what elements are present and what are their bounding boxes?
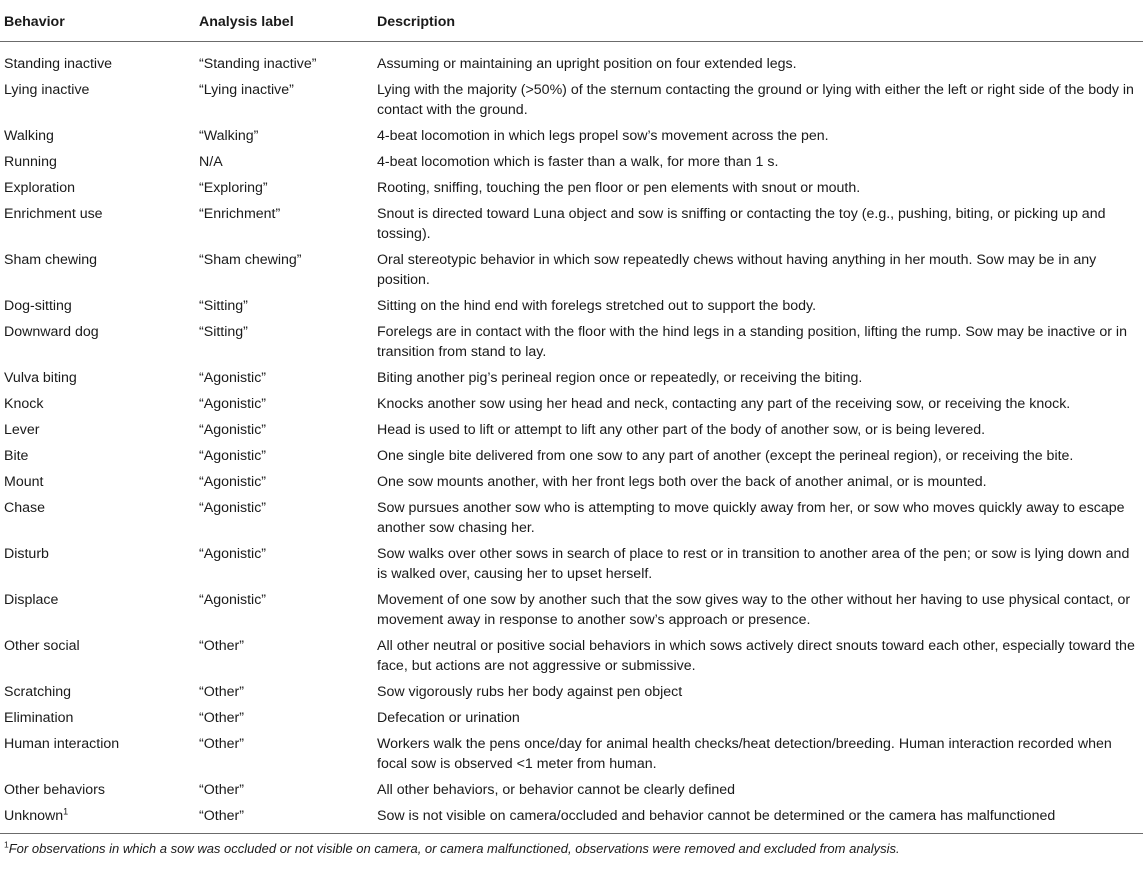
description-cell: Rooting, sniffing, touching the pen floor or pen elements with snout or mouth. <box>377 180 861 196</box>
table-row <box>0 633 1143 679</box>
analysis-label-cell: “Sham chewing” <box>199 252 302 268</box>
behavior-cell <box>0 201 195 247</box>
analysis-label-cell: “Walking” <box>199 128 259 144</box>
analysis-label-cell: “Sitting” <box>199 298 248 314</box>
behavior-cell <box>0 175 195 201</box>
behavior-name: Exploration <box>4 180 75 196</box>
analysis-label-cell: “Lying inactive” <box>199 82 294 98</box>
behavior-cell <box>0 541 195 587</box>
header-row <box>0 6 1143 42</box>
behavior-name: Elimination <box>4 710 74 726</box>
table-row <box>0 201 1143 247</box>
analysis-label-cell: “Other” <box>199 736 244 752</box>
behavior-cell <box>0 803 195 834</box>
behavior-cell <box>0 705 195 731</box>
table-row <box>0 365 1143 391</box>
table-row <box>0 247 1143 293</box>
description-cell: Sow vigorously rubs her body against pen object <box>377 684 683 700</box>
behavior-cell <box>0 391 195 417</box>
description-cell: Knocks another sow using her head and neck, contacting any part of the receiving sow, or receiving the knock. <box>377 396 1071 412</box>
analysis-label-cell: “Other” <box>199 782 244 798</box>
behavior-cell <box>0 42 195 78</box>
behavior-name: Standing inactive <box>4 56 113 72</box>
table-row <box>0 319 1143 365</box>
description-cell: All other behaviors, or behavior cannot be clearly defined <box>377 782 736 798</box>
analysis-label-cell: “Agonistic” <box>199 422 267 438</box>
table-row <box>0 731 1143 777</box>
description-cell: Lying with the majority (>50%) of the sternum contacting the ground or lying with either the left or right side of the body in contact with the ground. <box>377 82 1134 118</box>
analysis-label-cell: “Enrichment” <box>199 206 281 222</box>
table-row <box>0 42 1143 78</box>
table-row <box>0 123 1143 149</box>
behavior-cell <box>0 679 195 705</box>
table-body <box>0 42 1143 834</box>
table-row <box>0 391 1143 417</box>
behavior-name: Vulva biting <box>4 370 77 386</box>
description-cell: Movement of one sow by another such that the sow gives way to the other without her having to use physical contact, or movement away in response to another sow’s approach or presence. <box>377 592 1131 628</box>
behavior-name: Dog-sitting <box>4 298 72 314</box>
analysis-label-cell: “Exploring” <box>199 180 268 196</box>
behavior-name: Mount <box>4 474 44 490</box>
behavior-name: Lying inactive <box>4 82 90 98</box>
behavior-name: Running <box>4 154 57 170</box>
table-row <box>0 175 1143 201</box>
description-cell: Sow walks over other sows in search of place to rest or in transition to another area of the pen; or sow is lying down and is walked over, causing her to upset herself. <box>377 546 1130 582</box>
column-header-behavior: Behavior <box>0 6 195 42</box>
table-row <box>0 587 1143 633</box>
table-footnote <box>0 834 1143 858</box>
behavior-cell <box>0 495 195 541</box>
behavior-name: Unknown <box>4 808 64 824</box>
behavior-name: Sham chewing <box>4 252 98 268</box>
description-cell: Sow is not visible on camera/occluded and behavior cannot be determined or the camera has malfunctioned <box>373 803 1143 834</box>
analysis-label-cell: “Agonistic” <box>199 448 267 464</box>
behavior-cell <box>0 731 195 777</box>
behavior-cell <box>0 77 195 123</box>
analysis-label-cell: “Agonistic” <box>199 546 267 562</box>
behavior-name: Walking <box>4 128 54 144</box>
analysis-label-cell: “Other” <box>195 803 373 834</box>
behavior-cell <box>0 469 195 495</box>
behavior-name: Disturb <box>4 546 49 562</box>
behavior-cell <box>0 123 195 149</box>
behavior-cell <box>0 587 195 633</box>
behavior-cell <box>0 365 195 391</box>
description-cell: Sow pursues another sow who is attempting to move quickly away from her, or sow who moves quickly away to escape another sow chasing her. <box>377 500 1125 536</box>
analysis-label-cell: “Other” <box>199 710 244 726</box>
footnote-reference: 1 <box>63 806 69 817</box>
analysis-label-cell: “Agonistic” <box>199 396 267 412</box>
description-cell: All other neutral or positive social behaviors in which sows actively direct snouts toward each other, especially toward the face, but actions are not aggressive or submissive. <box>377 638 1135 674</box>
behavior-cell <box>0 149 195 175</box>
description-cell: Biting another pig’s perineal region once or repeatedly, or receiving the biting. <box>377 370 863 386</box>
behavior-name: Chase <box>4 500 46 516</box>
behavior-name: Lever <box>4 422 40 438</box>
analysis-label-cell: “Agonistic” <box>199 500 267 516</box>
description-cell: Snout is directed toward Luna object and sow is sniffing or contacting the toy (e.g., pushing, biting, or picking up and tossing). <box>377 206 1106 242</box>
column-header-description: Description <box>373 6 1143 42</box>
table-row <box>0 417 1143 443</box>
description-cell: Workers walk the pens once/day for animal health checks/heat detection/breeding. Human interaction recorded when focal sow is observed <1 meter from human. <box>377 736 1112 772</box>
analysis-label-cell: “Agonistic” <box>199 592 267 608</box>
analysis-label-cell: “Agonistic” <box>199 474 267 490</box>
behavior-cell <box>0 247 195 293</box>
ethogram-table <box>0 6 1143 834</box>
behavior-name: Knock <box>4 396 44 412</box>
analysis-label-cell: “Other” <box>199 684 244 700</box>
table-row <box>0 293 1143 319</box>
description-cell: 4-beat locomotion which is faster than a walk, for more than 1 s. <box>377 154 779 170</box>
behavior-cell <box>0 633 195 679</box>
behavior-cell <box>0 417 195 443</box>
table-row <box>0 469 1143 495</box>
description-cell: Sitting on the hind end with forelegs stretched out to support the body. <box>377 298 817 314</box>
analysis-label-cell: N/A <box>199 154 223 170</box>
table-row <box>0 777 1143 803</box>
description-cell: Oral stereotypic behavior in which sow repeatedly chews without having anything in her mouth. Sow may be in any position. <box>377 252 1097 288</box>
table-row <box>0 541 1143 587</box>
behavior-cell <box>0 777 195 803</box>
description-cell: One sow mounts another, with her front legs both over the back of another animal, or is mounted. <box>377 474 987 490</box>
behavior-cell <box>0 443 195 469</box>
footnote-marker: 1 <box>4 839 9 850</box>
behavior-name: Downward dog <box>4 324 99 340</box>
analysis-label-cell: “Sitting” <box>199 324 248 340</box>
table-row <box>0 495 1143 541</box>
description-cell: Assuming or maintaining an upright position on four extended legs. <box>377 56 797 72</box>
description-cell: One single bite delivered from one sow to any part of another (except the perineal region), or receiving the bite. <box>377 448 1074 464</box>
behavior-name: Displace <box>4 592 59 608</box>
behavior-name: Human interaction <box>4 736 120 752</box>
table-row <box>0 679 1143 705</box>
behavior-cell <box>0 293 195 319</box>
description-cell: Forelegs are in contact with the floor with the hind legs in a standing position, lifting the rump. Sow may be inactive or in transition from stand to lay. <box>377 324 1127 360</box>
behavior-name: Other behaviors <box>4 782 105 798</box>
analysis-label-cell: “Standing inactive” <box>199 56 317 72</box>
behavior-name: Enrichment use <box>4 206 103 222</box>
analysis-label-cell: “Agonistic” <box>199 370 267 386</box>
behavior-name: Other social <box>4 638 80 654</box>
table-row <box>0 803 1143 834</box>
table-row <box>0 77 1143 123</box>
table-header <box>0 6 1143 42</box>
footnote-text: For observations in which a sow was occluded or not visible on camera, or camera malfunctioned, observations were removed and excluded from analysis. <box>8 841 900 856</box>
behavior-name: Scratching <box>4 684 72 700</box>
behavior-name: Bite <box>4 448 29 464</box>
table-row <box>0 705 1143 731</box>
table-row <box>0 149 1143 175</box>
description-cell: 4-beat locomotion in which legs propel sow’s movement across the pen. <box>377 128 829 144</box>
description-cell: Defecation or urination <box>377 710 520 726</box>
table-row <box>0 443 1143 469</box>
analysis-label-cell: “Other” <box>199 638 244 654</box>
behavior-cell <box>0 319 195 365</box>
column-header-analysis-label: Analysis label <box>195 6 373 42</box>
description-cell: Head is used to lift or attempt to lift any other part of the body of another sow, or is being levered. <box>377 422 986 438</box>
